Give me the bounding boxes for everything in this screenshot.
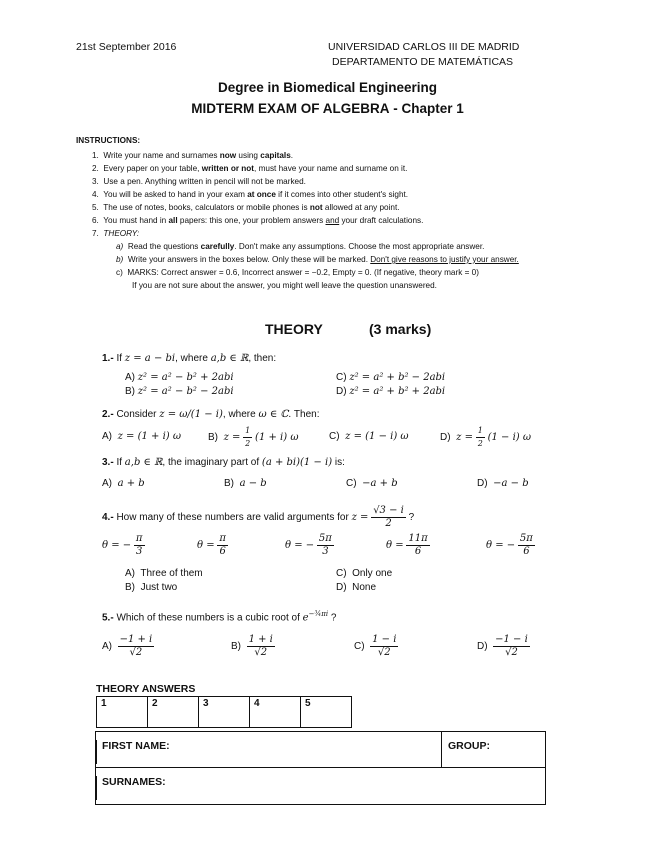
theory-marks: (3 marks) <box>369 321 432 337</box>
department-name: DEPARTAMENTO DE MATEMÁTICAS <box>332 56 514 68</box>
q3-prompt: 3.- If a,b ∈ ℝ, the imaginary part of (a + bi)(1 − i) is: <box>102 457 345 468</box>
q2-option-d: D) z = $\frac{1}{2}$ (1 − i) ω <box>440 426 532 448</box>
instruction-4: 4. You will be asked to hand in your exam at once if it comes into other student's sight. <box>92 190 409 199</box>
q5-option-a: A) $\frac{-1 + i}{√2}$ <box>102 634 153 658</box>
q5-prompt: 5.- Which of these numbers is a cubic root of $e^{-\frac{3}{4}\pi i}$ ? <box>102 610 337 624</box>
instruction-5: 5. The use of notes, books, calculators or mobile phones is not allowed at any point. <box>92 203 400 212</box>
q2-option-b: B) z = $\frac{1}{2}$ (1 + i) ω <box>208 426 299 448</box>
q4-theta-5: θ = − $\frac{5\pi}{6}$ <box>486 533 533 557</box>
q1-option-a: A) z² = a² − b² + 2abi <box>125 372 234 383</box>
q4-theta-2: θ = $\frac{\pi}{6}$ <box>197 533 226 557</box>
university-name: UNIVERSIDAD CARLOS III DE MADRID <box>328 41 520 53</box>
q5-option-c: C) $\frac{1 - i}{√2}$ <box>354 634 397 658</box>
instruction-7a: a) Read the questions carefully. Don't make any assumptions. Choose the most appropriate answer. <box>116 242 485 251</box>
q4-prompt: 4.- How many of these numbers are valid arguments for z = $\frac{√3 - i}{2}$ ? <box>102 505 415 529</box>
q5-option-d: D) $\frac{-1 - i}{√2}$ <box>477 634 528 658</box>
answer-cell-5[interactable]: 5 <box>301 697 352 728</box>
q2-option-c: C) z = (1 − i) ω <box>329 431 409 442</box>
answer-cell-1[interactable]: 1 <box>97 697 148 728</box>
instruction-7c: c) MARKS: Correct answer = 0.6, Incorrect answer = −0.2, Empty = 0. (If negative, theory mark = 0) <box>116 268 479 277</box>
q1-option-d: D) z² = a² + b² + 2abi <box>336 386 446 397</box>
degree-title: Degree in Biomedical Engineering <box>217 80 438 95</box>
q4-theta-3: θ = − $\frac{5\pi}{3}$ <box>285 533 332 557</box>
q5-option-b: B) $\frac{1 + i}{√2}$ <box>231 634 273 658</box>
q3-option-c: C) −a + b <box>346 478 398 489</box>
exam-date: 21st September 2016 <box>76 41 177 53</box>
q1-prompt: 1.- If z = a − bi, where a,b ∈ ℝ, then: <box>102 353 277 364</box>
answer-cell-4[interactable]: 4 <box>250 697 301 728</box>
group-field[interactable]: GROUP: <box>448 740 490 752</box>
exam-title-chapter: - Chapter 1 <box>393 101 464 116</box>
theory-title: THEORY <box>265 321 323 337</box>
instruction-7: 7. THEORY: <box>92 229 140 238</box>
instruction-6: 6. You must hand in all papers: this one, your problem answers and your draft calculations. <box>92 216 424 225</box>
form-divider <box>95 767 545 768</box>
first-name-tick <box>95 740 97 764</box>
surnames-tick <box>95 776 97 800</box>
first-name-field[interactable]: FIRST NAME: <box>102 740 170 752</box>
q4-theta-1: θ = − $\frac{\pi}{3}$ <box>102 533 143 557</box>
surnames-field[interactable]: SURNAMES: <box>102 776 166 788</box>
q3-option-d: D) −a − b <box>477 478 529 489</box>
q1-option-b: B) z² = a² − b² − 2abi <box>125 386 234 397</box>
instruction-7c-note: If you are not sure about the answer, you might well leave the question unanswered. <box>132 281 437 290</box>
q4-option-c: C) Only one <box>336 568 393 579</box>
instructions-heading: INSTRUCTIONS: <box>76 136 141 145</box>
exam-title <box>0 101 655 116</box>
q4-option-d: D) None <box>336 582 377 593</box>
instruction-3: 3. Use a pen. Anything written in pencil will not be marked. <box>92 177 306 186</box>
exam-title-main: MIDTERM EXAM OF ALGEBRA <box>191 101 390 116</box>
answer-cell-3[interactable]: 3 <box>199 697 250 728</box>
answer-cell-2[interactable]: 2 <box>148 697 199 728</box>
q3-option-b: B) a − b <box>224 478 267 489</box>
q4-theta-4: θ = $\frac{11\pi}{6}$ <box>386 533 428 557</box>
q2-option-a: A) z = (1 + i) ω <box>102 431 181 442</box>
q1-option-c: C) z² = a² + b² − 2abi <box>336 372 446 383</box>
instruction-2: 2. Every paper on your table, written or not, must have your name and surname on it. <box>92 164 408 173</box>
q3-option-a: A) a + b <box>102 478 145 489</box>
group-divider <box>441 731 442 767</box>
instruction-7b: b) Write your answers in the boxes below. Only these will be marked. Don't give reasons to justify your answer. <box>116 255 519 264</box>
theory-answers-heading: THEORY ANSWERS <box>96 683 196 695</box>
q4-option-b: B) Just two <box>125 582 178 593</box>
instruction-1: 1. Write your name and surnames now using capitals. <box>92 151 294 160</box>
q2-prompt: 2.- Consider z = ω/(1 − i), where ω ∈ ℂ. Then: <box>102 409 320 420</box>
answers-table <box>96 696 352 728</box>
q4-option-a: A) Three of them <box>125 568 203 579</box>
